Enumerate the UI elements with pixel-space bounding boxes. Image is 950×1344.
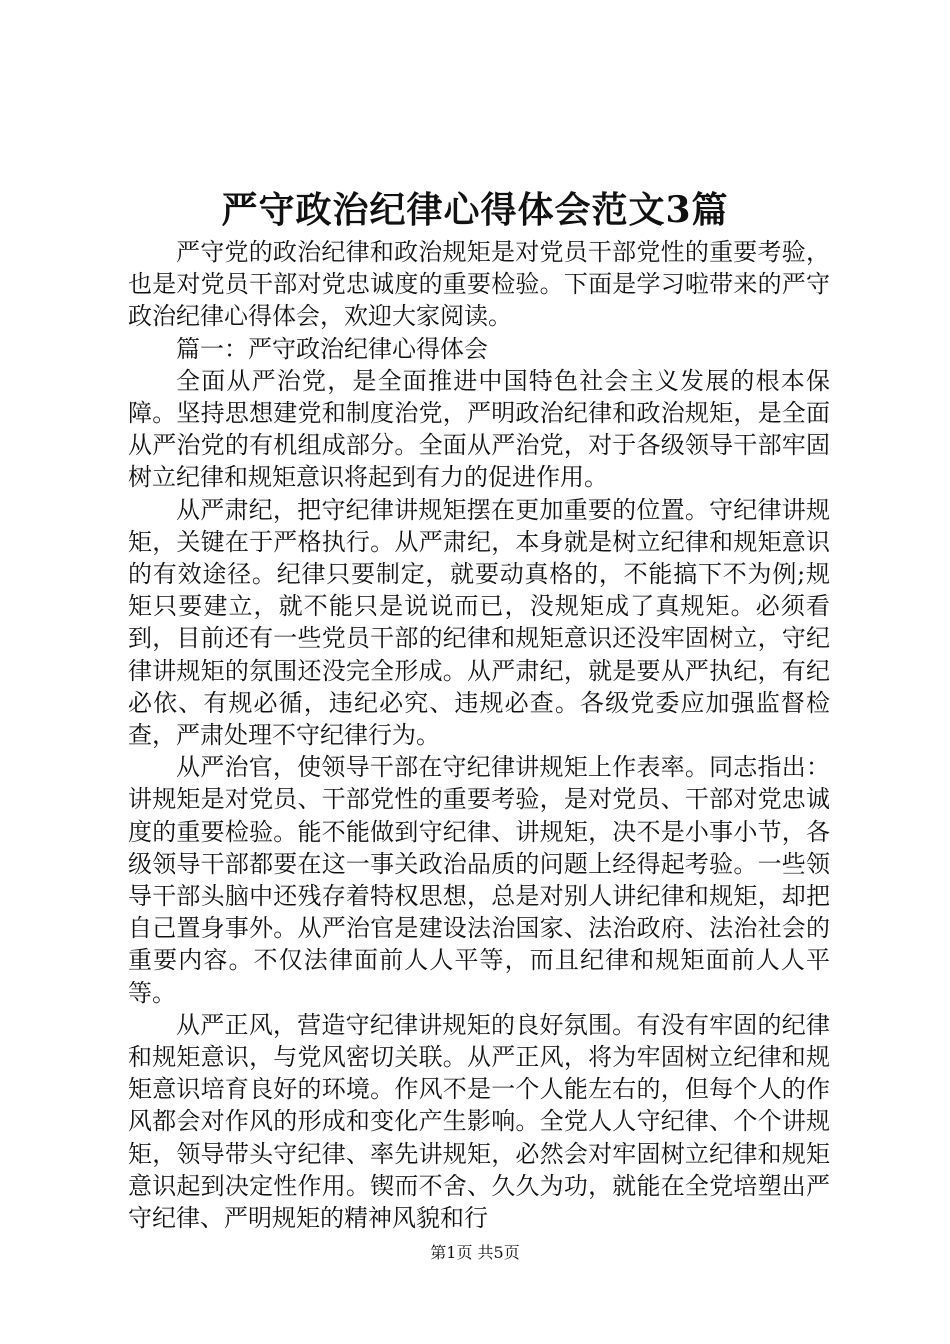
paragraph: 从严正风，营造守纪律讲规矩的良好氛围。有没有牢固的纪律和规矩意识，与党风密切关联。从严正风，将为牢固树立纪律和规矩意识培育良好的环境。作风不是一个人能左右的，但每个人的作风都会对作风的形成和变化产生影响。全党人人守纪律、个个讲规矩，领导带头守纪律、率先讲规矩，必然会对牢固树立纪律和规矩意识起到决定性作用。锲而不舍、久久为功，就能在全党培塑出严守纪律、严明规矩的精神风貌和行 (128, 1010, 830, 1233)
document-body (128, 236, 830, 1234)
paragraph: 全面从严治党，是全面推进中国特色社会主义发展的根本保障。坚持思想建党和制度治党，严明政治纪律和政治规矩，是全面从严治党的有机组成部分。全面从严治党，对于各级领导干部牢固树立纪律和规矩意识将起到有力的促进作用。 (128, 366, 830, 492)
paragraph: 从严肃纪，把守纪律讲规矩摆在更加重要的位置。守纪律讲规矩，关键在于严格执行。从严肃纪，本身就是树立纪律和规矩意识的有效途径。纪律只要制定，就要动真格的，不能搞下不为例;规矩只要建立，就不能只是说说而已，没规矩成了真规矩。必须看到，目前还有一些党员干部的纪律和规矩意识还没牢固树立，守纪律讲规矩的氛围还没完全形成。从严肃纪，就是要从严执纪，有纪必依、有规必循，违纪必究、违规必查。各级党委应加强监督检查，严肃处理不守纪律行为。 (128, 495, 830, 750)
paragraph: 从严治官，使领导干部在守纪律讲规矩上作表率。同志指出：讲规矩是对党员、干部党性的重要考验，是对党员、干部对党忠诚度的重要检验。能不能做到守纪律、讲规矩，决不是小事小节，各级领导干部都要在这一事关政治品质的问题上经得起考验。一些领导干部头脑中还残存着特权思想，总是对别人讲纪律和规矩，却把自己置身事外。从严治官是建设法治国家、法治政府、法治社会的重要内容。不仅法律面前人人平等，而且纪律和规矩面前人人平等。 (128, 753, 830, 1007)
page-footer: 第1页 共5页 (430, 1243, 520, 1262)
paragraph-intro: 严守党的政治纪律和政治规矩是对党员干部党性的重要考验，也是对党员干部对党忠诚度的重要检验。下面是学习啦带来的严守政治纪律心得体会，欢迎大家阅读。 (128, 238, 830, 331)
section-heading: 篇一：严守政治纪律心得体会 (176, 334, 488, 363)
document-title: 严守政治纪律心得体会范文3篇 (221, 189, 729, 231)
